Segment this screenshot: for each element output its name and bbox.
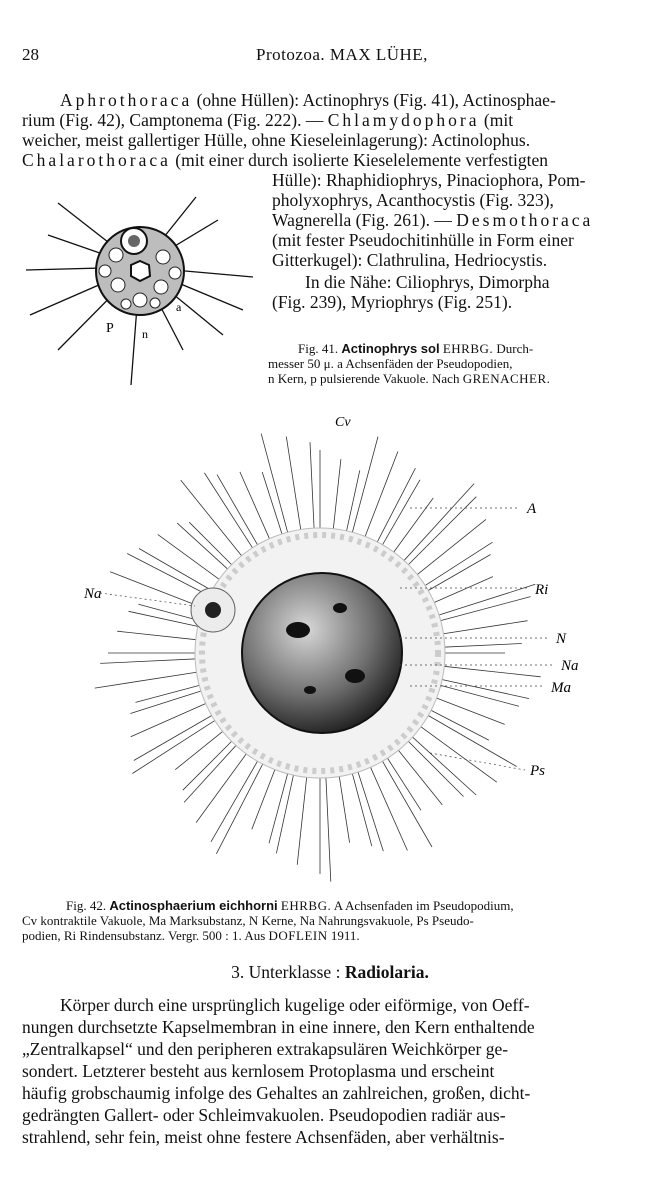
fig41-label-a: a <box>176 300 182 314</box>
pseudopodium-ray <box>177 523 231 572</box>
body-line: sondert. Letzterer besteht aus kernlosem Protoplasma und erscheint <box>22 1061 495 1081</box>
body-line: „Zentralkapsel“ und den peripheren extrakapsulären Weichkörper ge- <box>22 1039 509 1059</box>
fig41-label-p: P <box>106 321 114 336</box>
fig42-label-a: A <box>527 501 537 517</box>
body-line: rium (Fig. 42), Camptonema (Fig. 222). — Chlamydophora (mit <box>22 110 514 130</box>
fig42-label-ps: Ps <box>530 763 545 779</box>
pseudopodium-ray <box>216 760 265 854</box>
fig42-caption-line: podien, Ri Rindensubstanz. Vergr. 500 : 1. Aus DOFLEIN 1911. <box>22 928 360 943</box>
pseudopodium-ray <box>432 696 505 724</box>
pseudopodium-ray <box>204 473 255 552</box>
pseudopodium-ray <box>339 772 350 843</box>
pseudopodium-ray <box>100 659 200 664</box>
pseudopodium-ray <box>130 690 205 714</box>
pseudopodium-ray <box>240 472 272 543</box>
pseudopodium-ray <box>158 534 223 582</box>
pseudopodium-ray <box>351 769 372 846</box>
body-line: weicher, meist gallertiger Hülle, ohne Kieseleinlagerung): Actinolophus. <box>22 130 531 150</box>
fig42-species: Actinosphaerium eichhorni <box>109 898 278 913</box>
figure-42-illustration <box>70 408 590 883</box>
pseudopodium-ray <box>439 621 528 635</box>
fig42-label-ma: Ma <box>551 680 571 696</box>
pseudopodium-ray <box>401 484 474 565</box>
body-line: In die Nähe: Ciliophrys, Dimorpha <box>305 272 550 292</box>
pseudopodium-ray <box>417 724 497 782</box>
pseudopodium-ray <box>310 442 314 533</box>
pseudopodium-ray <box>391 498 433 556</box>
pseudopodium-ray <box>424 555 491 594</box>
fig41-label-n: n <box>142 327 148 341</box>
fig41-caption-line: Fig. 41. Actinophrys sol EHRBG. Durch- <box>298 341 534 356</box>
fig42-label-na-right: Na <box>561 658 579 674</box>
pseudopodium-ray <box>405 738 464 797</box>
pseudopodium-ray <box>269 769 289 843</box>
pseudopodium-ray <box>184 742 239 803</box>
body-line: pholyxophrys, Acanthocystis (Fig. 323), <box>272 190 554 210</box>
running-title: Protozoa. MAX LÜHE, <box>256 45 428 64</box>
fig41-species: Actinophrys sol <box>341 341 440 356</box>
pseudopodium-ray <box>430 577 493 605</box>
fig42-caption-line: Cv kontraktile Vakuole, Ma Marksubstanz, N Kerne, Na Nahrungsvakuole, Ps Pseudo- <box>22 913 474 928</box>
pseudopodium-ray <box>261 434 289 537</box>
pseudopodium-ray <box>380 757 432 847</box>
pseudopodium-ray <box>380 480 420 549</box>
body-line: (mit fester Pseudochitinhülle in Form einer <box>272 230 574 250</box>
body-line: Körper durch eine ursprünglich kugelige oder eiförmige, von Oeff- <box>60 995 530 1015</box>
fig41-caption-line: messer 50 μ. a Achsenfäden der Pseudopodien, <box>268 356 513 371</box>
pseudopodium-ray <box>95 672 202 689</box>
body-line: Chalarothoraca (mit einer durch isolierte Kieselelemente verfestigten <box>22 150 548 170</box>
fig42-medulla <box>242 573 402 733</box>
term-chlamydophora: Chlamydophora <box>327 110 480 130</box>
pseudopodium-ray <box>385 754 421 810</box>
term-desmothoraca: Desmothoraca <box>456 210 594 230</box>
pseudopodium-ray <box>326 773 331 882</box>
fig41-vacuole-core <box>128 235 140 247</box>
figure-41-illustration <box>18 185 263 400</box>
body-line: (Fig. 239), Myriophrys (Fig. 251). <box>272 292 513 312</box>
fig42-caption-line: Fig. 42. Actinosphaerium eichhorni EHRBG. A Achsenfaden im Pseudopodium, <box>66 898 514 913</box>
pseudopodium-ray <box>252 765 277 829</box>
pseudopodium-ray <box>434 584 535 616</box>
pseudopodium-ray <box>117 631 201 640</box>
section-title: Radiolaria. <box>344 962 429 982</box>
pseudopodium-ray <box>437 679 529 699</box>
pseudopodium-ray <box>297 772 307 865</box>
pseudopodium-ray <box>424 713 517 767</box>
page-number: 28 <box>22 45 39 64</box>
body-line: nungen durchsetzte Kapselmembran in eine innere, den Kern enthaltende <box>22 1017 535 1037</box>
fig42-label-cv: Cv <box>335 415 351 430</box>
pseudopodium-ray <box>369 763 408 851</box>
pseudopodium-ray <box>346 470 360 536</box>
fig42-food-particle <box>205 602 221 618</box>
pseudopodium-ray <box>405 497 476 568</box>
pseudopodium-ray <box>286 437 301 535</box>
body-line: Hülle): Rhaphidiophrys, Pinaciophora, Pom- <box>272 170 586 190</box>
body-line: häufig grobschaumig infolge des Gehaltes an zahlreichen, großen, dicht- <box>22 1083 531 1103</box>
pseudopodium-ray <box>134 713 216 761</box>
pseudopodium-ray <box>427 708 489 740</box>
pseudopodium-ray <box>440 644 522 648</box>
fig42-label-na-left: Na <box>84 586 102 602</box>
pseudopodium-ray <box>439 666 540 677</box>
section-heading: 3. Unterklasse : Radiolaria. <box>231 962 429 982</box>
fig42-label-n: N <box>556 631 567 647</box>
pseudopodium-ray <box>333 459 341 534</box>
body-line: gedrängten Gallert- oder Schleimvakuolen. Pseudopodien radiär aus- <box>22 1105 506 1125</box>
page-header <box>22 45 638 69</box>
pseudopodium-ray <box>217 475 260 549</box>
body-line: Wagnerella (Fig. 261). — Desmothoraca <box>272 210 594 230</box>
body-line: Aphrothoraca (ohne Hüllen): Actinophrys (Fig. 41), Actinosphae- <box>60 90 556 110</box>
pseudopodium-ray <box>196 750 249 823</box>
fig42-label-ri: Ri <box>535 582 549 598</box>
pseudopodium-ray <box>375 468 415 546</box>
pseudopodium-ray <box>189 522 235 568</box>
pseudopodium-ray <box>139 549 216 594</box>
fig42-number: Fig. 42. <box>66 898 107 913</box>
term-aphrothoraca: Aphrothoraca <box>60 90 193 110</box>
body-line: Gitterkugel): Clathrulina, Hedriocystis. <box>272 250 548 270</box>
pseudopodium-ray <box>436 597 531 622</box>
pseudopodium-ray <box>183 738 235 790</box>
fig41-number: Fig. 41. <box>298 341 339 356</box>
term-chalarothoraca: Chalarothoraca <box>22 150 171 170</box>
fig41-nucleus <box>131 261 150 281</box>
fig41-caption-line: n Kern, p pulsierende Vakuole. Nach GRENACHER. <box>268 371 551 386</box>
body-line: strahlend, sehr fein, meist ohne festere Achsenfäden, aber verhältnis- <box>22 1127 505 1147</box>
pseudopodium-ray <box>175 728 226 769</box>
pseudopodium-ray <box>351 437 378 537</box>
pseudopodium-ray <box>211 757 260 842</box>
pseudopodium-ray <box>181 480 245 559</box>
pseudopodium-ray <box>132 718 219 774</box>
